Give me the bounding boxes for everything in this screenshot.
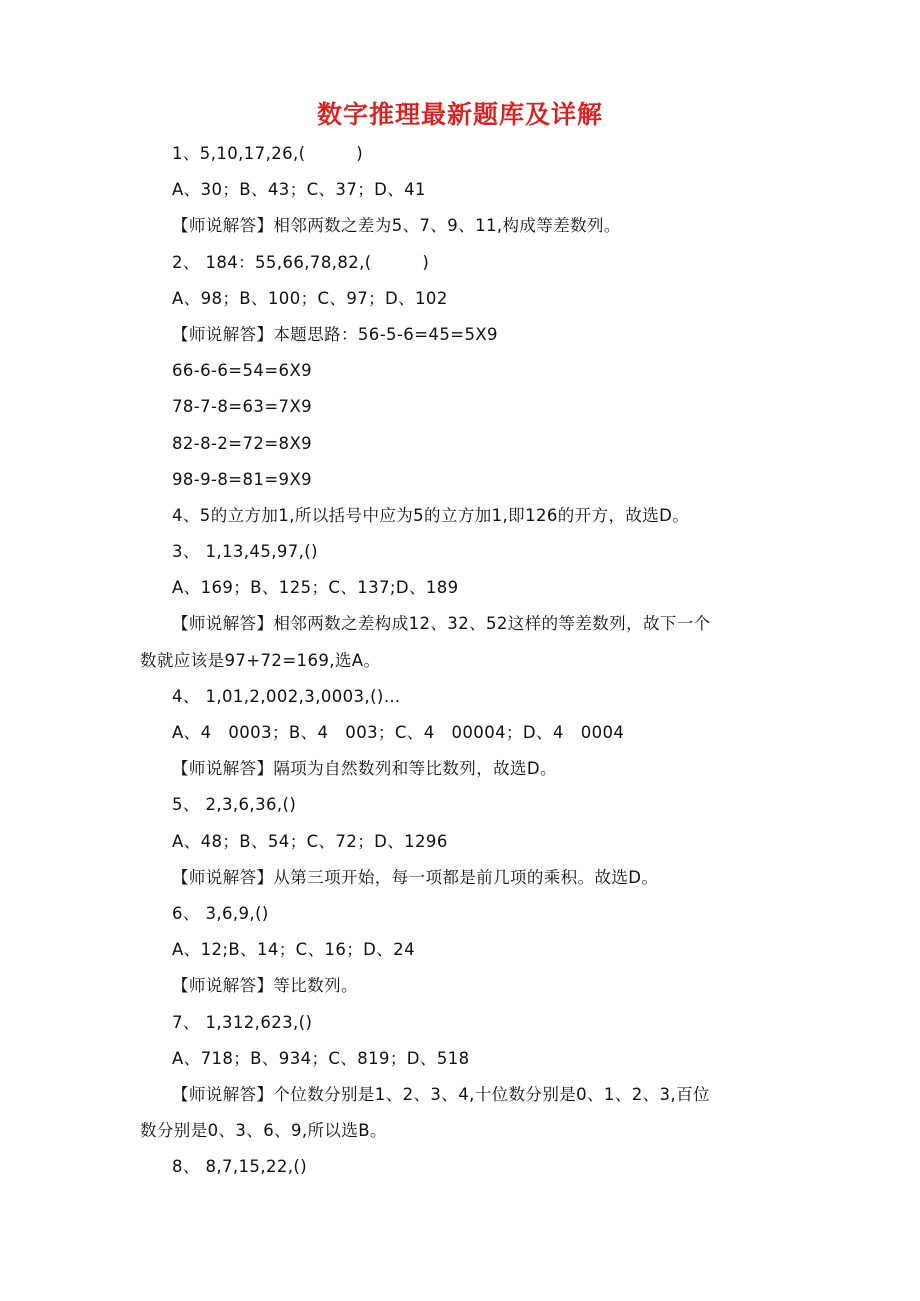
answer-3: 【师说解答】相邻两数之差构成12、32、52这样的等差数列，故下一个 <box>172 614 711 634</box>
answer-7: 【师说解答】个位数分别是1、2、3、4,十位数分别是0、1、2、3,百位 <box>172 1084 710 1104</box>
options-5: A、48；B、54；C、72；D、1296 <box>172 831 448 851</box>
question-2: 2、 184：55,66,78,82,( ) <box>172 252 430 272</box>
answer-2-note: 4、5的立方加1,所以括号中应为5的立方加1,即126的开方，故选D。 <box>172 505 690 525</box>
document-title: 数字推理最新题库及详解 <box>316 100 603 129</box>
options-2: A、98；B、100；C、97；D、102 <box>172 288 448 308</box>
question-4: 4、 1,01,2,002,3,0003,()… <box>172 686 401 706</box>
answer-7-continued: 数分别是0、3、6、9,所以选B。 <box>140 1121 387 1141</box>
answer-2: 【师说解答】本题思路：56-5-6=45=5X9 <box>172 324 498 344</box>
answer-4: 【师说解答】隔项为自然数列和等比数列，故选D。 <box>172 759 557 779</box>
answer-2-step: 66-6-6=54=6X9 <box>172 361 313 381</box>
answer-5: 【师说解答】从第三项开始，每一项都是前几项的乘积。故选D。 <box>172 867 659 887</box>
answer-1: 【师说解答】相邻两数之差为5、7、9、11,构成等差数列。 <box>172 216 621 236</box>
answer-6: 【师说解答】等比数列。 <box>172 976 358 996</box>
options-3: A、169；B、125；C、137;D、189 <box>172 578 459 598</box>
answer-2-step: 82-8-2=72=8X9 <box>172 433 313 453</box>
answer-2-step: 78-7-8=63=7X9 <box>172 397 313 417</box>
document-body <box>140 136 780 1185</box>
answer-3-continued: 数就应该是97+72=169,选A。 <box>140 650 381 670</box>
question-7: 7、 1,312,623,() <box>172 1012 313 1032</box>
question-8: 8、 8,7,15,22,() <box>172 1157 308 1177</box>
options-7: A、718；B、934；C、819；D、518 <box>172 1048 470 1068</box>
answer-2-step: 98-9-8=81=9X9 <box>172 469 313 489</box>
question-5: 5、 2,3,6,36,() <box>172 795 297 815</box>
options-4: A、4 0003；B、4 003；C、4 00004；D、4 0004 <box>172 723 625 742</box>
question-1: 1、5,10,17,26,( ) <box>172 144 364 163</box>
options-1: A、30；B、43；C、37；D、41 <box>172 180 426 200</box>
question-3: 3、 1,13,45,97,() <box>172 542 318 562</box>
question-6: 6、 3,6,9,() <box>172 903 269 923</box>
options-6: A、12;B、14；C、16；D、24 <box>172 940 415 960</box>
